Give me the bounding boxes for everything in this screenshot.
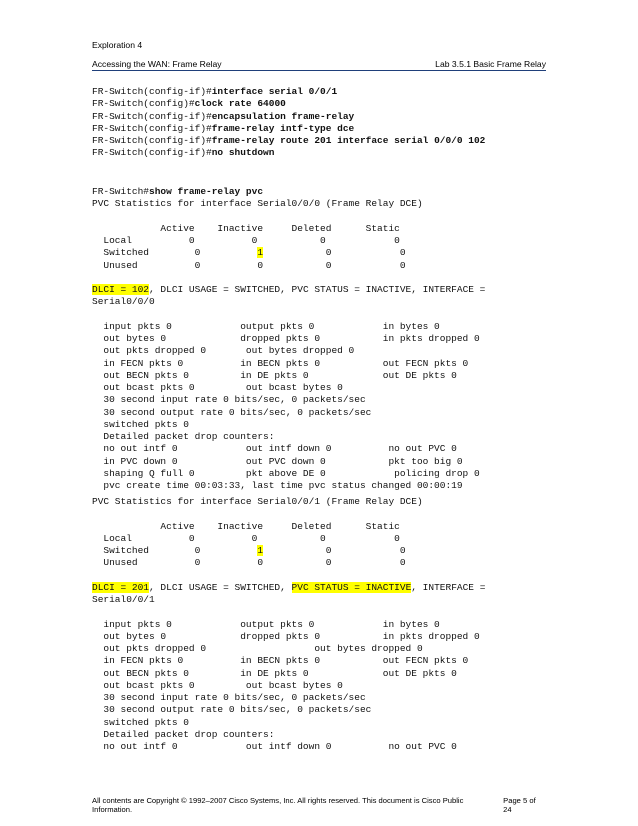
show-output-block-1 — [92, 186, 546, 492]
footer-page-number: Page 5 of 24 — [503, 796, 536, 814]
interface-name: Serial0/0/1 — [92, 594, 155, 605]
counter-line: out bytes 0 dropped pkts 0 in pkts dropped 0 — [92, 630, 480, 642]
counter-line: 30 second output rate 0 bits/sec, 0 packets/sec — [92, 704, 372, 716]
footer-copyright: All contents are Copyright © 1992–2007 Cisco Systems, Inc. All rights reserved. This document is Cisco Public Information. — [92, 796, 464, 814]
page-header — [92, 40, 546, 69]
table-header: Active Inactive Deleted Static — [92, 222, 400, 234]
stats-title: PVC Statistics for interface Serial0/0/1 (Frame Relay DCE) — [92, 496, 423, 507]
table-row: Unused 0 0 0 0 — [92, 259, 406, 271]
counter-line: out BECN pkts 0 in DE pkts 0 out DE pkts 0 — [92, 667, 457, 679]
config-line: FR-Switch(config-if)#encapsulation frame-relay — [92, 110, 355, 122]
dlci-line: DLCI = 102, DLCI USAGE = SWITCHED, PVC STATUS = INACTIVE, INTERFACE = — [92, 284, 486, 295]
counter-line: out pkts dropped 0 out bytes dropped 0 — [92, 643, 423, 654]
counter-line: shaping Q full 0 pkt above DE 0 policing drop 0 — [92, 467, 480, 479]
config-line: FR-Switch(config-if)#no shutdown — [92, 147, 275, 159]
counter-line: in FECN pkts 0 in BECN pkts 0 out FECN pkts 0 — [92, 357, 469, 369]
table-row: Local 0 0 0 0 — [92, 532, 400, 544]
show-output-block-2 — [92, 496, 546, 753]
config-line: FR-Switch(config)#clock rate 64000 — [92, 98, 286, 110]
counter-line: out pkts dropped 0 out bytes dropped 0 — [92, 345, 355, 357]
config-line: FR-Switch(config-if)#frame-relay intf-type dce — [92, 122, 355, 134]
counter-line: pvc create time 00:03:33, last time pvc status changed 00:00:19 — [92, 480, 463, 491]
stats-title: PVC Statistics for interface Serial0/0/0 (Frame Relay DCE) — [92, 198, 423, 210]
config-line: FR-Switch(config-if)#frame-relay route 201 interface serial 0/0/0 102 — [92, 135, 486, 146]
table-row: Local 0 0 0 0 — [92, 235, 400, 246]
counter-line: in FECN pkts 0 in BECN pkts 0 out FECN pkts 0 — [92, 655, 469, 667]
counter-line: no out intf 0 out intf down 0 no out PVC 0 — [92, 741, 457, 752]
counter-line: out bytes 0 dropped pkts 0 in pkts dropped 0 — [92, 333, 480, 344]
counter-line: switched pkts 0 — [92, 418, 189, 430]
table-header: Active Inactive Deleted Static — [92, 520, 400, 532]
counter-line: input pkts 0 output pkts 0 in bytes 0 — [92, 618, 440, 630]
counter-line: Detailed packet drop counters: — [92, 431, 275, 442]
config-line: FR-Switch(config-if)#interface serial 0/0/1 — [92, 86, 338, 97]
show-command: FR-Switch#show frame-relay pvc — [92, 186, 264, 197]
counter-line: out bcast pkts 0 out bcast bytes 0 — [92, 382, 343, 393]
dlci-line: DLCI = 201, DLCI USAGE = SWITCHED, PVC STATUS = INACTIVE, INTERFACE = — [92, 581, 486, 593]
counter-line: 30 second output rate 0 bits/sec, 0 packets/sec — [92, 406, 372, 418]
header-rule — [92, 70, 546, 71]
counter-line: out BECN pkts 0 in DE pkts 0 out DE pkts 0 — [92, 369, 457, 381]
header-course: Accessing the WAN: Frame Relay — [92, 59, 222, 69]
counter-line: switched pkts 0 — [92, 716, 189, 728]
counter-line: out bcast pkts 0 out bcast bytes 0 — [92, 679, 343, 691]
counter-line: input pkts 0 output pkts 0 in bytes 0 — [92, 320, 440, 332]
page-footer — [92, 796, 546, 814]
counter-line: in PVC down 0 out PVC down 0 pkt too big 0 — [92, 455, 463, 467]
table-row: Switched 0 1 0 0 — [92, 545, 406, 556]
header-lab: Lab 3.5.1 Basic Frame Relay — [435, 59, 546, 69]
config-block — [92, 86, 546, 160]
counter-line: Detailed packet drop counters: — [92, 728, 275, 740]
counter-line: 30 second input rate 0 bits/sec, 0 packets/sec — [92, 394, 366, 406]
counter-line: 30 second input rate 0 bits/sec, 0 packets/sec — [92, 692, 366, 703]
counter-line: no out intf 0 out intf down 0 no out PVC 0 — [92, 443, 457, 455]
header-series: Exploration 4 — [92, 40, 143, 50]
table-row: Switched 0 1 0 0 — [92, 247, 406, 259]
interface-name: Serial0/0/0 — [92, 296, 155, 308]
table-row: Unused 0 0 0 0 — [92, 557, 406, 569]
